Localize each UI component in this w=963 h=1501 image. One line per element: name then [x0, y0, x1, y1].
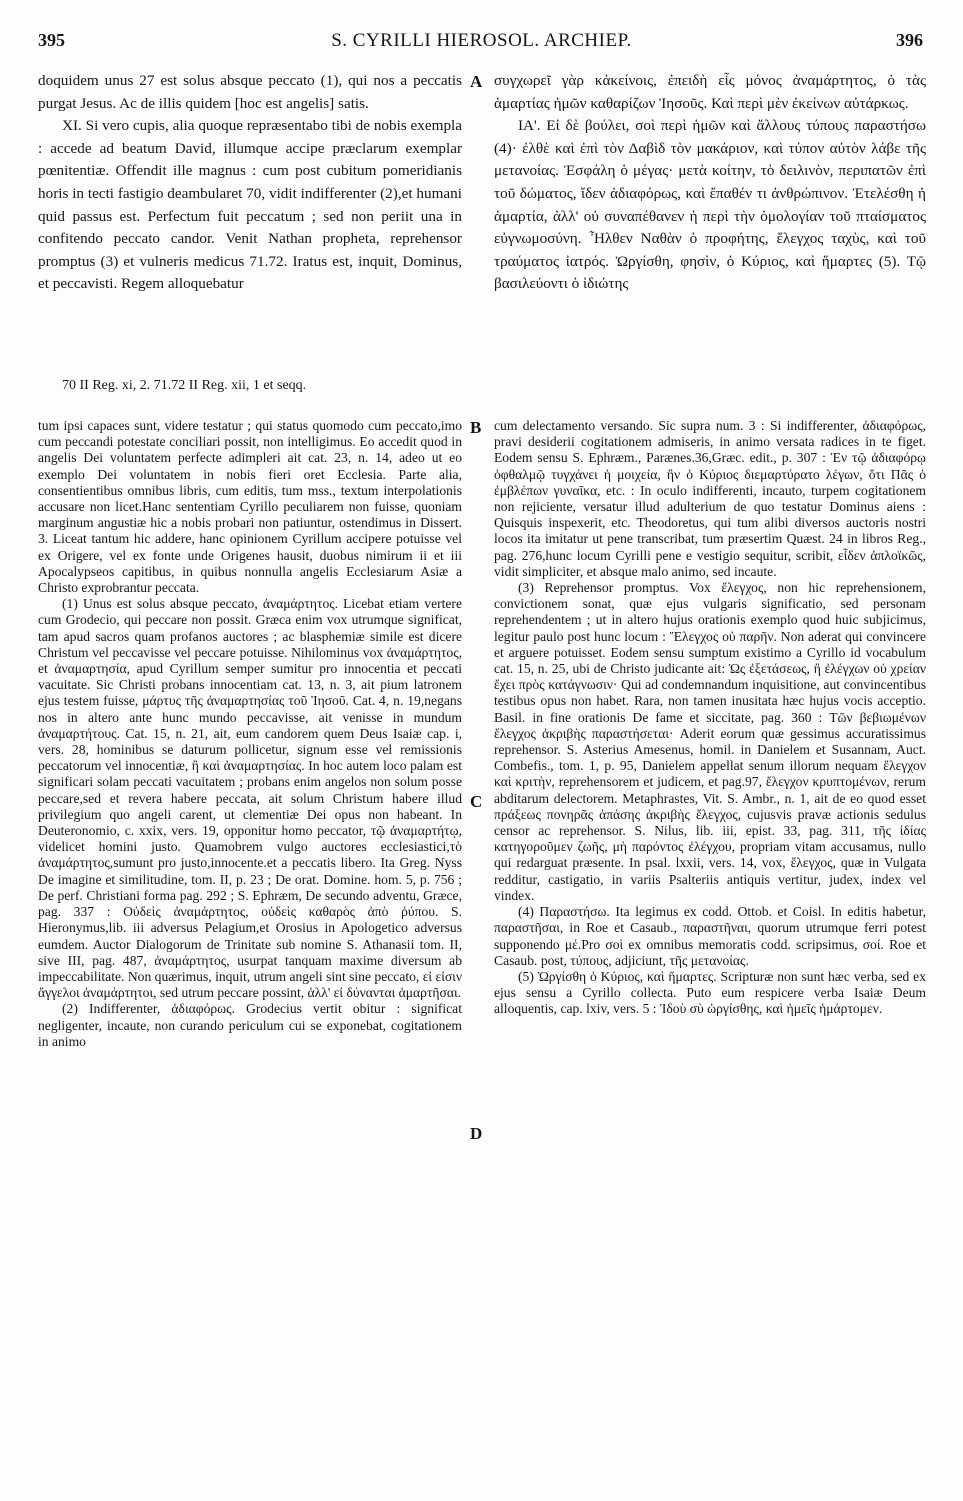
margin-marker-a: A [470, 72, 483, 91]
notes-left-column [38, 418, 462, 1468]
page-number-right: 396 [896, 30, 923, 50]
running-title: S. CYRILLI HIEROSOL. ARCHIEP. [331, 30, 632, 51]
latin-column [38, 70, 462, 375]
note-paragraph: tum ipsi capaces sunt, videre testatur ; qui status quomodo cum peccato,imo cum peccandi potestate conciliari possit, non intelligimus. Eo accedit quod in angelis Dei voluntatem perfecte adimpleri ait cat. 23, n. 14, adeo ut eo exemplo Dei voluntatem in nobis fieri oret Ecclesia. Parte alia, consentientibus omnibus libris, cum editis, tum mss., textum interpolationis accusare non licet.Hanc sententiam Cyrillo peculiarem non fuisse, quoniam marginum angustiæ hic a nobis probari non patiuntur, ostendimus in Dissert. 3. Liceat tantum hic addere, hanc opinionem Cyrillum accipere potuisse vel ex Origere, vel ex fonte unde Origenes hausit, duobus nimirum ii et iii Apocalypseos capitibus, in quibus nonnulla angelis Ecclesiarum Asiæ a Christo exprobrantur peccata. [38, 418, 462, 596]
latin-paragraph: doquidem unus 27 est solus absque peccato (1), qui nos a peccatis purgat Jesus. Ac de illis quidem [hoc est angelis] satis. [38, 72, 462, 112]
latin-paragraph: XI. Si vero cupis, alia quoque repræsentabo tibi de nobis exempla : accede ad beatum David, illumque accipe præclarum exemplar pœnitentiæ. Offendit ille magnus : cum post cubitum pomeridianis horis in tecti fastigio deambularet 70, vidit indifferenter (2),et humani quid passus est. Perfectum fuit peccatum ; sed non periit una in confitendo peccato candor. Venit Nathan propheta, reprehensor promptus (3) et vulneris medicus 71.72. Iratus est, inquit, Dominus, et peccavisti. Regem alloquebatur [38, 117, 462, 293]
note-paragraph: (4) Παραστήσω. Ita legimus ex codd. Ottob. et Coisl. In editis habetur, παραστῆσαι, in Roe et Casaub., παραστῆναι, quorum utrumque ferri potest supponendo μέ.Pro σοὶ ex omnibus memoratis codd. scripsimus, σοί. Roe et Casaub. post, τύπους, adjiciunt, τῆς μετανοίας. [494, 904, 926, 968]
running-header [0, 30, 963, 60]
notes-right-column [494, 418, 926, 1468]
note-paragraph: (3) Reprehensor promptus. Vox ἔλεγχος, non hic reprehensionem, convictionem sonat, quæ ejus vulgaris significatio, sed personam reprehendentem ; ut in altero hujus orationis exemplo quod huic subjicimus, legitur paulo post hunc locum : Ἔλεγχος οὐ παρῆν. Non aderat qui convincere et arguere potuisset. Eodem sensu sumptum existimo a Cyrillo id vocabulum cat. 15, n. 25, ubi de Christo judicante ait: Ὡς ἐξετάσεως, ἢ ἐλέγχων οὐ χρείαν ἔχει πρὸς κατάγνωσιν· Qui ad condemnandum inquisitione, aut convincentibus testibus opus non habet. Rara, non tamen inusitata hæc hujus vocis acceptio. Basil. in fine orationis De fame et siccitate, pag. 360 : Τῶν βεβιωμένων ἔλεγχος ἀκριβὴς παραστήσεται· Aderit eorum quæ gessimus accuratissimus reprehensor. S. Asterius Amesenus, homil. in Danielem et Susannam, Auct. Combefis., tom. 1, p. 95, Danielem appellat senum illorum nequam ἔλεγχον καὶ κριτὴν, reprehensorem et judicem, et pag.97, ἔλεγχον κρυπτομένων, rerum abditarum delectorem. Metaphrastes, Vit. S. Ambr., n. 1, ait de eo quod esset πράξεως πονηρᾶς ἁπάσης ἀκριβὴς ἔλεγχος, cujusvis pravæ actionis sedulus censor ac reprehensor. S. Nilus, lib. iii, epist. 33, pag. 311, τῆς ἰδίας κατηγοροῦμεν ζωῆς, μὴ παρόντος ἐλέγχου, propriam vitam accusamus, nullo qui redarguat præsente. In psal. lxxii, vers. 14, vox, ἔλεγχος, quæ in Vulgata redditur, castigatio, in variis Psalteriis antiquis vertitur, judex, index vel vindex. [494, 580, 926, 903]
margin-marker-c: C [470, 792, 483, 811]
note-paragraph: (5) Ὠργίσθη ὁ Κύριος, καὶ ἥμαρτες. Scripturæ non sunt hæc verba, sed ex ejus sensu a Cyrillo collecta. Puto eum respicere verba Isaiæ Deum alloquentis, cap. lxiv, vers. 5 : Ἰδοὺ σὺ ὠργίσθης, καὶ ἡμεῖς ἡμάρτομεν. [494, 968, 926, 1017]
margin-marker-d: D [470, 1124, 483, 1143]
greek-paragraph: ΙΑ'. Εἰ δὲ βούλει, σοὶ περὶ ἡμῶν καὶ ἄλλους τύπους παραστήσω (4)· ἐλθὲ καὶ ἐπὶ τὸν Δαβὶδ τὸν μακάριον, καὶ τύπον αὐτὸν λάβε τῆς μετανοίας. Ἐσφάλη ὁ μέγας· μετὰ κοίτην, τὸ δειλινὸν, περιπατῶν ἐπὶ τοῦ δώματος, ἴδεν ἀδιαφόρως, καὶ ἔπαθέν τι ἀνθρώπινον. Ἐτελέσθη ἡ ἁμαρτία, ἀλλ' οὐ συναπέθανεν ἡ περὶ τὴν ὁμολογίαν τοῦ πταίσματος εὐγνωμοσύνη. Ἦλθεν Ναθὰν ὁ προφήτης, ἔλεγχος ταχὺς, καὶ τοῦ τραύματος ἰατρός. Ὠργίσθη, φησὶν, ὁ Κύριος, καὶ ἥμαρτες (5). Τῷ βασιλεύοντι ὁ ἰδιώτης [494, 117, 926, 293]
note-paragraph: (1) Unus est solus absque peccato, ἀναμάρτητος. Licebat etiam vertere cum Grodecio, qui peccare non possit. Græca enim vox utrumque significat, tam apud sacros quam profanos auctores ; ac blasphemiæ simile est dicere Christum vel peccavisse vel peccare potuisse. Nihilominus vox ἀναμάρτητος, et ἀναμαρτησία, apud Cyrillum semper sumitur pro innocentia et peccati vacuitate. Sic Christi probans innocentiam cat. 13, n. 3, ait pium latronem ejus testem fuisse, μάρτυς τῆς ἀναμαρτησίας τοῦ Ἰησοῦ. Cat. 4, n. 19,negans nos in altero ante hunc mundo peccavisse, ait venisse in mundum ἀναμαρτήτους. Cat. 15, n. 21, ait, eum candorem quem Deus Isaiæ cap. i, vers. 28, hominibus se daturum pollicetur, signum esse vel remissionis peccatorum vel innocentiæ, ἢ καὶ ἀναμαρτησίας. In hoc autem loco palam est significari solam peccati vacuitatem ; probans enim angelos non solum posse peccare,sed et revera habere peccata, ait solum Christum habere illud privilegium quo angeli carent, ut clementiæ Dei opus non habeant. In Deuteronomio, c. xxix, vers. 19, opponitur homo peccator, τῷ ἀναμαρτήτῳ, videlicet homini justo. Quamobrem vulgo auctores ecclesiastici,τὸ ἀναμάρτητος,sumunt pro justo,innocente.et a peccatis libero. Ita Greg. Nyss De imagine et similitudine, tom. II, p. 23 ; De orat. Domine. hom. 5, p. 756 ; De perf. Christiani forma pag. 292 ; S. Ephræm, De secundo adventu, Græce, pag. 337 : Οὐδεὶς ἀναμάρτητος, οὐδεὶς καθαρὸς ἀπὸ ῥύπου. S. Hieronymus,lib. iii adversus Pelagium,et Orosius in Apologetico adversus eumdem. Auctor Dialogorum de Trinitate sub nomine S. Athanasii tom. II, sive III, pag. 487, ἀναμάρτητος, usurpat tanquam maxime diversum ab impeccabilitate. Non quærimus, inquit, utrum angeli sint sine peccato, εἰ εἰσιν ἄγγελοι ἀναμάρτητοι, sed utrum peccare possint, ἀλλ' εἰ δύνανται ἁμαρτῆσαι. [38, 596, 462, 1001]
scripture-references: 70 II Reg. xi, 2. 71.72 II Reg. xii, 1 et seqq. [62, 378, 307, 393]
page-number-left: 395 [38, 30, 65, 50]
note-paragraph: (2) Indifferenter, ἀδιαφόρως. Grodecius vertit obitur : significat negligenter, incaute, non curando periculum cui se exponebat, cogitationem in animo [38, 1001, 462, 1049]
margin-marker-b: B [470, 418, 482, 437]
greek-column [494, 70, 926, 375]
note-paragraph: cum delectamento versando. Sic supra num. 3 : Si indifferenter, ἀδιαφόρως, pravi desiderii cogitationem admiseris, in animo versata radices in te figet. Eodem sensu S. Ephræm., Parænes.36,Græc. edit., p. 307 : Ἐν τῷ ἀδιαφόρῳ ὀφθαλμῷ τυγχάνει ἡ μοιχεία, ἣν ὁ Κύριος διεμαρτύρατο λέγων, ὅτι Πᾶς ὁ ἐμβλέπων γυναῖκα, etc. : In oculo indifferenti, incauto, turpem cogitationem non rejiciente, versatur illud adulterium de quo testatur Dominus aiens : Quisquis inspexerit, etc. Theodoretus, qui tum alibi diversos auctoris nostri locos ita imitatur ut pene transcribat, tum præsertim Quæst. 24 in libros Reg., pag. 276,hunc locum Cyrilli pene e vestigio sequitur, scribit, εἶδεν ἁπλοϊκῶς, vidit simpliciter, et absque malo animo, sed incaute. [494, 418, 926, 579]
greek-paragraph: συγχωρεῖ γὰρ κἀκείνοις, ἐπειδὴ εἷς μόνος ἀναμάρτητος, ὁ τὰς ἁμαρτίας ἡμῶν καθαρίζων Ἰησοῦς. Καὶ περὶ μὲν ἐκείνων αὐτάρκως. [494, 72, 926, 112]
